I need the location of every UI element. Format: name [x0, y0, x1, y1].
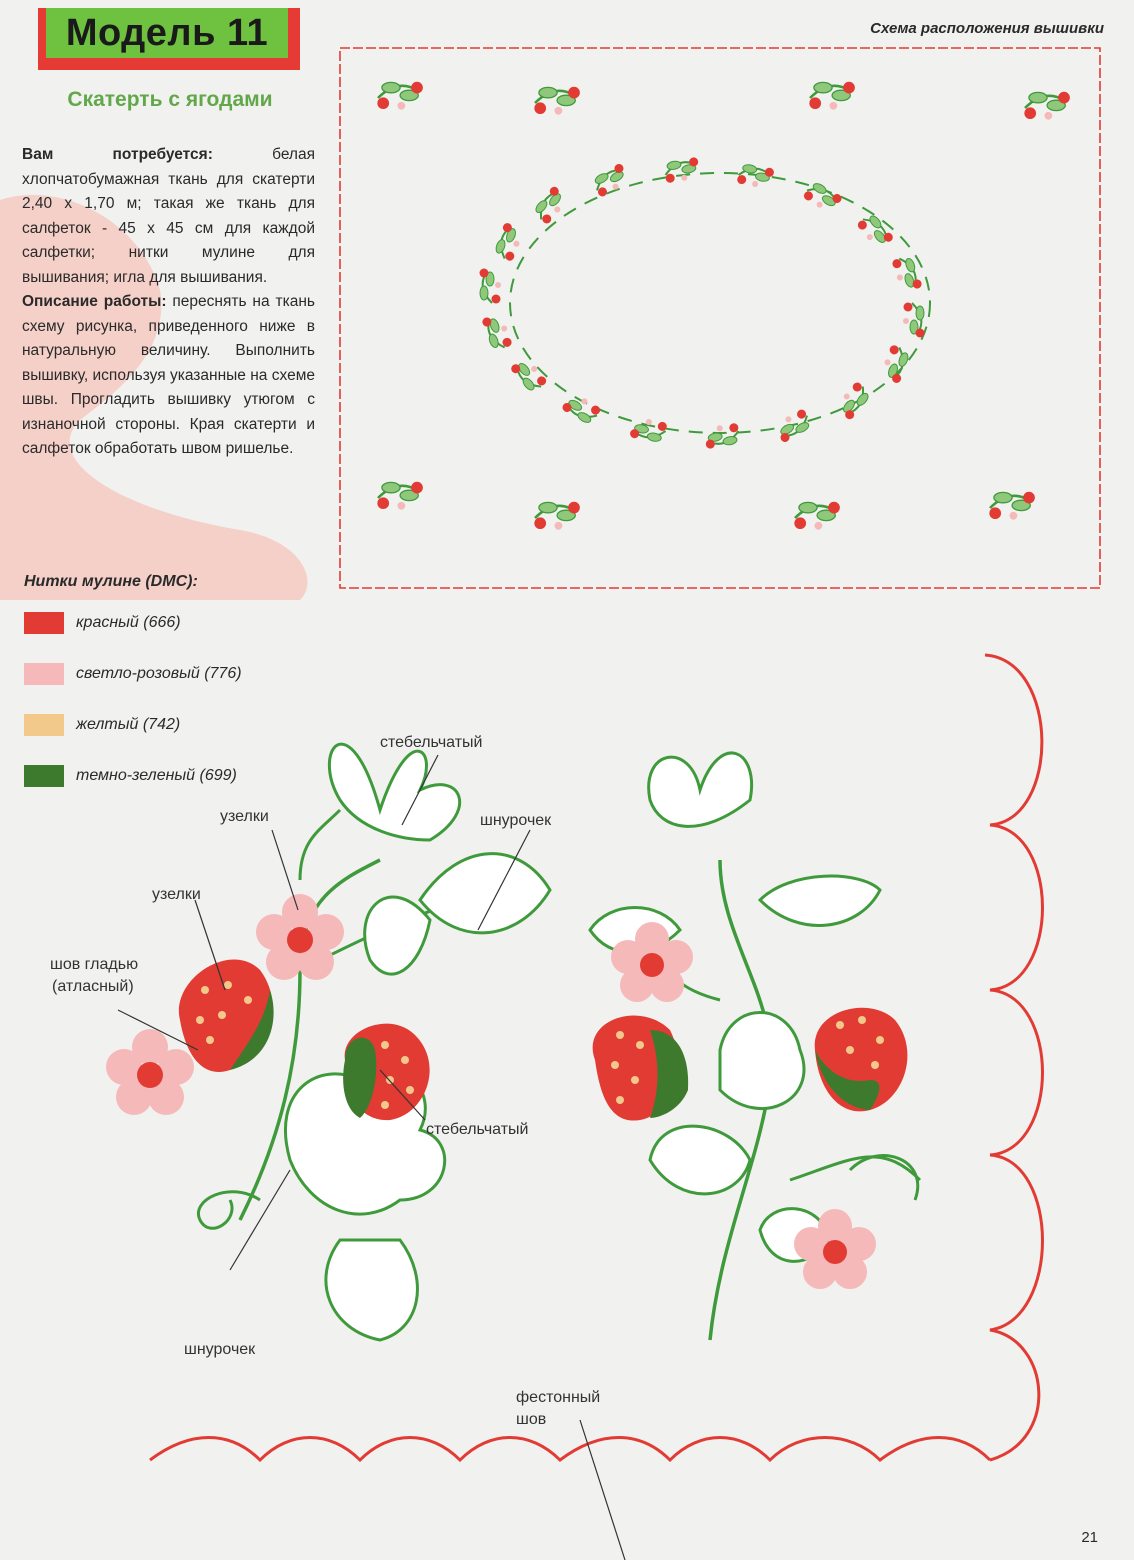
label-knots-2: узелки: [152, 886, 201, 903]
tablecloth-scheme: [330, 38, 1110, 598]
label-chain-stitch-top: шнурочек: [480, 812, 552, 829]
swatch-red: [24, 612, 64, 634]
title-plate: [46, 8, 288, 58]
sprig-bottom-left-icon: [377, 482, 423, 510]
label-stem-stitch-top: стебельчатый: [380, 734, 483, 751]
work-label: Описание работы:: [22, 293, 167, 310]
wreath-sprig-icon: [834, 380, 873, 421]
sprig-bottom-right-icon: [989, 492, 1035, 520]
sprig-top-mid-left-icon: [534, 87, 580, 115]
page-subtitle: Скатерть с ягодами: [67, 88, 273, 111]
strawberry-icon: [593, 1016, 689, 1121]
thread-label: желтый (742): [76, 716, 181, 733]
sprig-bottom-mid-left-icon: [534, 502, 580, 530]
wreath-sprig-icon: [879, 344, 911, 384]
wreath-sprig-icon: [561, 391, 602, 427]
thread-label: красный (666): [76, 614, 181, 631]
strawberry-icon: [179, 960, 274, 1072]
wreath-sprig-icon: [736, 163, 774, 190]
wreath-sprig-icon: [703, 422, 741, 449]
flower-icon: [256, 894, 344, 980]
label-satin-2: (атласный): [52, 978, 134, 995]
thread-row-red: [24, 611, 181, 635]
wreath-sprig-icon: [509, 354, 548, 395]
oval-wreath: [480, 157, 931, 450]
wreath-sprig-icon: [481, 312, 513, 352]
wreath-sprig-icon: [590, 162, 631, 198]
wreath-sprig-icon: [629, 416, 667, 443]
label-scallop-1: фестонный: [516, 1389, 601, 1406]
sprig-bottom-mid-right-icon: [794, 502, 840, 530]
label-knots-1: узелки: [220, 808, 269, 825]
label-scallop-2: шов: [516, 1411, 547, 1428]
thread-label: светло-розовый (776): [76, 665, 242, 682]
wreath-sprig-icon: [663, 157, 701, 184]
wreath-sprig-icon: [531, 185, 570, 226]
sprig-top-mid-right-icon: [809, 82, 855, 110]
need-text: белая хлопчатобумажная ткань для скатерти 2,40 х 1,70 м; такая же ткань для салфеток - 45 х 45 см для каждой салфетки; нитки мулине для вышивания; игла для вышивания.: [22, 146, 315, 286]
label-chain-stitch-bottom: шнурочек: [184, 1341, 256, 1358]
wreath-sprig-icon: [493, 222, 525, 262]
wreath-sprig-icon: [773, 408, 814, 444]
need-label: Вам потребуется:: [22, 146, 213, 163]
wreath-sprig-icon: [903, 303, 925, 338]
work-text: переснять на ткань схему рисунка, приведенного ниже в натуральную величину. Выполнить вышивку, используя указанные на схеме швы. Прогладить вышивку утюгом с изнаночной стороны. Края скатерти и салфеток обработать швом ришелье.: [22, 293, 315, 457]
label-satin-1: шов гладью: [50, 956, 139, 973]
scheme-caption: Схема расположения вышивки: [870, 20, 1104, 37]
wreath-sprig-icon: [480, 269, 502, 304]
wreath-sprig-icon: [856, 211, 895, 252]
threads-heading: Нитки мулине (DMC):: [24, 573, 198, 590]
label-stem-stitch-mid: стебельчатый: [426, 1121, 529, 1138]
page-number: 21: [1081, 1529, 1098, 1546]
page-title: Модель 11: [65, 11, 269, 54]
strawberry-icon: [815, 1008, 908, 1112]
thread-label: темно-зеленый (699): [76, 767, 237, 784]
embroidery-pattern: [0, 640, 1134, 1560]
sprig-top-left-icon: [377, 82, 423, 110]
instructions-text: [22, 143, 315, 462]
sprig-top-right-icon: [1024, 92, 1070, 120]
